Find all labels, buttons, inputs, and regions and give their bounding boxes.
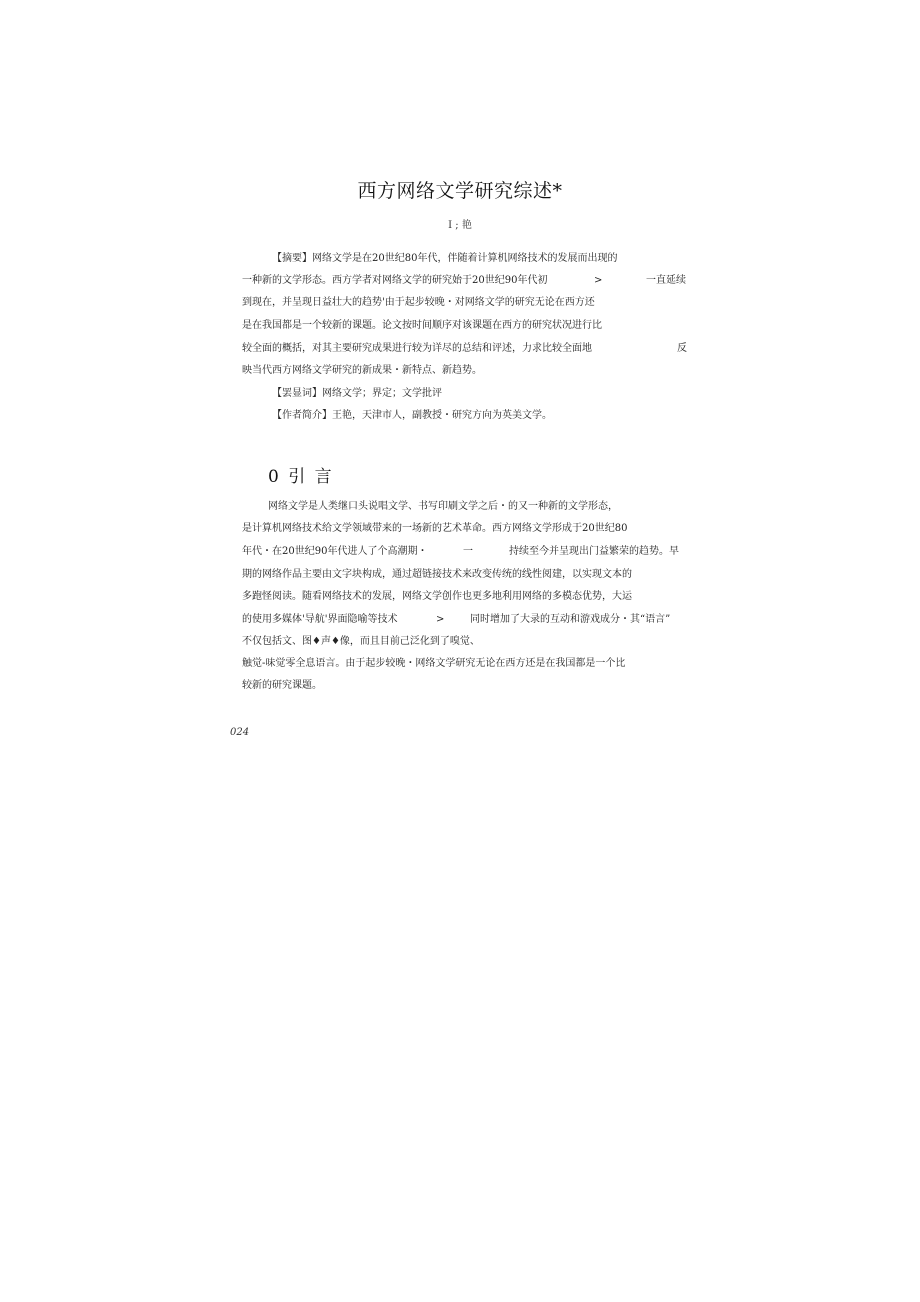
body-line-3c: 持续至今并呈现出门益繁荣的趋势。早	[509, 546, 679, 557]
body-line-5: 多跑怪阅读。随看网络技术的发展，网络文学创作也更多地利用网络的多模态优势，大运	[242, 591, 632, 602]
keywords-line: 【罢显词】网络文学；界定；文学批评	[272, 388, 442, 399]
abstract-line-4: 是在我国都是一个较新的课题。论文按时间顺序对该课题在西方的研究状况进行比	[242, 320, 602, 331]
abstract-line-1: 【摘要】网络文学是在20世纪80年代，伴随着计算机网络技术的发展而出现的	[272, 253, 618, 264]
abstract-line-2c: 一直延续	[646, 275, 686, 286]
abstract-line-6: 映当代西方网络文学研究的新成果・新特点、新趋势。	[242, 365, 482, 376]
article-title: 西方网络文学研究综述*	[357, 180, 563, 202]
body-line-7: 不仅包括文、图♦声♦像，而且目前己泛化到了嗅觉、	[242, 636, 480, 647]
body-line-8: 触觉-味觉零全息语言。由于起步较晚・网络文学研究无论在西方还是在我国都是一个比	[242, 658, 626, 669]
body-line-6a: 的使用多媒体'导航'界面隐喻等技术	[242, 614, 398, 625]
body-line-9: 较新的研究课题。	[242, 680, 322, 691]
body-line-3a: 年代・在20世纪90年代进人了个高潮期・	[242, 546, 428, 557]
abstract-line-2a: 一种新的文学形态。西方学者对网络文学的研究始于20世纪90年代初	[242, 275, 548, 286]
abstract-line-3: 到现在，并呈现日益壮大的趋势'由于起步较晚・对网络文学的研究无论在西方还	[242, 297, 595, 308]
section-heading: 0 引 言	[268, 467, 334, 487]
body-line-6c: 同时增加了大录的互动和游戏成分・其“语言”	[470, 614, 671, 625]
author-bio-line: 【作者简介】王艳，天津市人，副教授・研究方向为英美文学。	[272, 410, 552, 421]
body-line-1: 网络文学是人类继口头说唱文学、书写印刷文学之后・的又一种新的文学形态，	[268, 501, 618, 512]
abstract-line-5b: 反	[677, 343, 687, 354]
abstract-line-5a: 较全面的概括，对其主要研究成果进行较为详尽的总结和评述，力求比较全面地	[242, 343, 592, 354]
body-line-6b: >	[436, 614, 445, 625]
abstract-line-2b: >	[594, 275, 603, 286]
body-line-3b: 一	[463, 546, 473, 557]
author-line: I ; 艳	[448, 220, 472, 231]
page-number: 024	[230, 727, 250, 738]
body-line-2: 是计算机网络技术给文学领域带来的一场新的艺术革命。西方网络文学形成于20世纪80	[242, 523, 628, 534]
body-line-4: 期的网络作品主要由文字块构成，通过超链接技术来改变传统的线性阅建，以实现文本的	[242, 569, 632, 580]
